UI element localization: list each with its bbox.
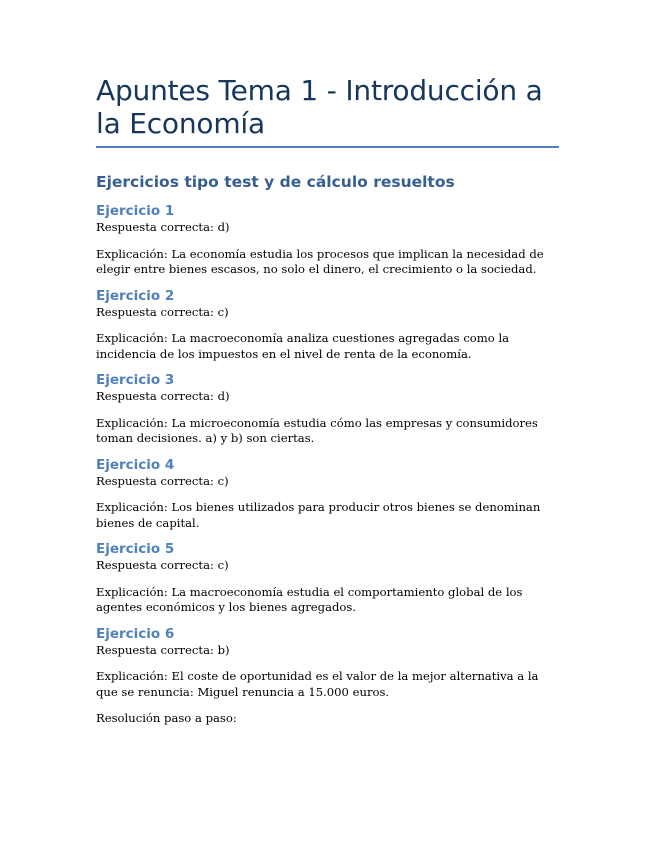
exercise-explanation: Explicación: La macroeconomía analiza cuestiones agregadas como la incidencia de los impuestos en el nivel de renta de la economía.	[96, 331, 510, 361]
exercise-heading: Ejercicio 2	[96, 287, 175, 304]
exercise-answer: Respuesta correcta: d)	[96, 389, 230, 403]
exercise-explanation: Explicación: La microeconomía estudia cómo las empresas y consumidores toman decisiones. a) y b) son ciertas.	[96, 415, 538, 445]
exercise-explanation: Explicación: Los bienes utilizados para producir otros bienes se denominan bienes de capital.	[96, 500, 541, 530]
exercise-explanation: Explicación: La macroeconomía estudia el comportamiento global de los agentes económicos y los bienes agregados.	[96, 584, 523, 614]
document-title: Apuntes Tema 1 - Introducción a la Economía	[96, 74, 559, 148]
exercise-block	[96, 202, 559, 278]
exercise-answer: Respuesta correcta: c)	[96, 304, 229, 319]
exercise-block	[96, 625, 559, 701]
exercise-heading: Ejercicio 5	[96, 541, 175, 557]
exercise-block	[96, 371, 559, 447]
exercise-block	[96, 456, 559, 532]
exercise-answer: Respuesta correcta: c)	[96, 558, 229, 572]
section-heading: Ejercicios tipo test y de cálculo resueltos	[96, 173, 455, 191]
step-by-step-label: Resolución paso a paso:	[96, 711, 237, 725]
document-page	[96, 74, 559, 727]
exercise-heading: Ejercicio 3	[96, 372, 175, 388]
exercise-block	[96, 287, 559, 363]
exercise-explanation: Explicación: La economía estudia los procesos que implican la necesidad de elegir entre bienes escasos, no solo el dinero, el crecimiento o la sociedad.	[96, 246, 544, 276]
exercise-block	[96, 540, 559, 616]
exercise-explanation: Explicación: El coste de oportunidad es el valor de la mejor alternativa a la que se renuncia: Miguel renuncia a 15.000 euros.	[96, 669, 539, 699]
exercise-answer: Respuesta correcta: b)	[96, 642, 230, 657]
exercise-answer: Respuesta correcta: d)	[96, 220, 230, 234]
exercise-answer: Respuesta correcta: c)	[96, 473, 229, 488]
exercise-heading: Ejercicio 6	[96, 625, 175, 642]
exercise-heading: Ejercicio 1	[96, 203, 175, 219]
exercise-heading: Ejercicio 4	[96, 456, 175, 473]
